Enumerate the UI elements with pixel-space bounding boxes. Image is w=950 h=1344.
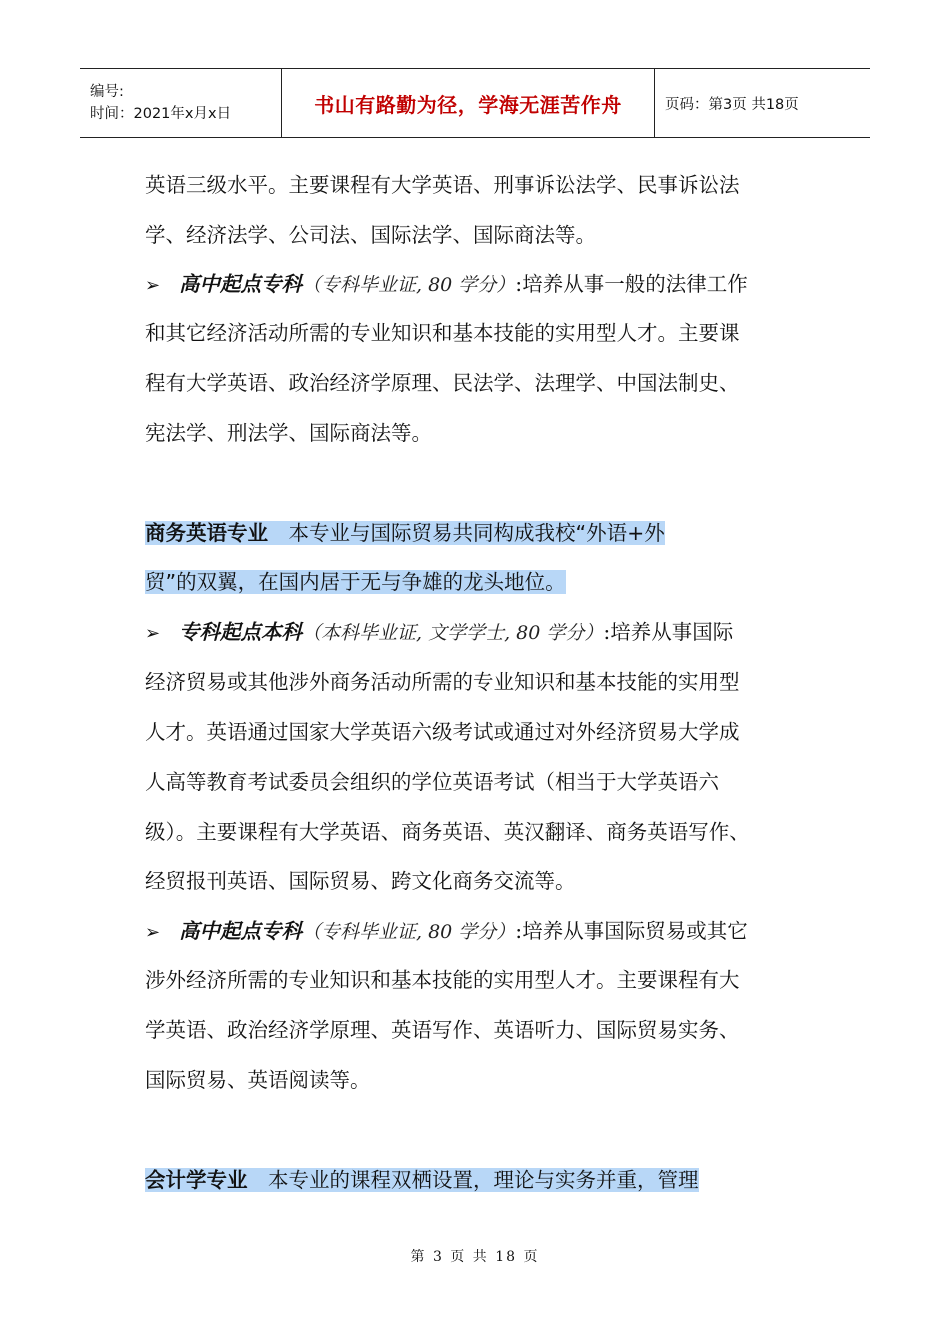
body-line: 学英语、政治经济学原理、英语写作、英语听力、国际贸易实务、 [145, 1018, 740, 1042]
body-line: 和其它经济活动所需的专业知识和基本技能的实用型人才。主要课 [145, 321, 740, 345]
bullet-heading: 专科起点本科 [179, 620, 302, 644]
bullet-item-high-school-diploma [145, 269, 748, 301]
body-line: 人高等教育考试委员会组织的学位英语考试（相当于大学英语六 [145, 770, 719, 794]
number-label: 编号: [90, 84, 124, 100]
bullet-item-high-school-diploma-2 [145, 916, 748, 948]
body-line: 国际贸易、英语阅读等。 [145, 1068, 371, 1092]
arrow-bullet-icon: ➢ [145, 922, 161, 943]
page-footer: 第 3 页 共 18 页 [410, 1249, 540, 1265]
body-line: 程有大学英语、政治经济学原理、民法学、法理学、中国法制史、 [145, 371, 740, 395]
body-line: 经济贸易或其他涉外商务活动所需的专业知识和基本技能的实用型 [145, 670, 740, 694]
bullet-text: :培养从事一般的法律工作 [515, 272, 748, 296]
arrow-bullet-icon: ➢ [145, 623, 161, 644]
time-label: 时间：2021年x月x日 [90, 106, 232, 122]
body-line: 宪法学、刑法学、国际商法等。 [145, 421, 432, 445]
section-title: 会计学专业 [145, 1168, 248, 1192]
body-line: 级）。主要课程有大学英语、商务英语、英汉翻译、商务英语写作、 [145, 820, 750, 844]
section-description: 本专业的课程双栖设置，理论与实务并重，管理 [268, 1168, 699, 1192]
page-label: 页码：第3页 共18页 [665, 96, 799, 113]
page-header [80, 68, 870, 138]
body-line: 涉外经济所需的专业知识和基本技能的实用型人才。主要课程有大 [145, 968, 740, 992]
bullet-credential: （专科毕业证, 80 学分） [302, 274, 516, 296]
section-heading-business-english [145, 518, 665, 548]
section-heading-accounting [145, 1165, 699, 1195]
bullet-heading: 高中起点专科 [179, 272, 302, 296]
body-line: 学、经济法学、公司法、国际法学、国际商法等。 [145, 223, 596, 247]
body-line: 人才。英语通过国家大学英语六级考试或通过对外经济贸易大学成 [145, 720, 740, 744]
arrow-bullet-icon: ➢ [145, 275, 161, 296]
header-motto [282, 69, 655, 137]
body-line: 英语三级水平。主要课程有大学英语、刑事诉讼法学、民事诉讼法 [145, 173, 740, 197]
section-description: 本专业与国际贸易共同构成我校“外语+外 [288, 521, 665, 545]
bullet-credential: （本科毕业证, 文学学士, 80 学分） [302, 622, 604, 644]
header-meta [80, 69, 282, 137]
bullet-heading: 高中起点专科 [179, 919, 302, 943]
section-description-line [145, 567, 566, 597]
bullet-text: :培养从事国际贸易或其它 [515, 919, 748, 943]
bullet-credential: （专科毕业证, 80 学分） [302, 921, 516, 943]
section-description: 贸”的双翼，在国内居于无与争雄的龙头地位。 [145, 570, 566, 594]
body-line: 经贸报刊英语、国际贸易、跨文化商务交流等。 [145, 869, 576, 893]
motto-text: 书山有路勤为径，学海无涯苦作舟 [314, 92, 622, 117]
bullet-text: :培养从事国际 [603, 620, 734, 644]
bullet-item-college-to-bachelor [145, 617, 733, 649]
header-page [655, 69, 870, 137]
section-title: 商务英语专业 [145, 521, 268, 545]
